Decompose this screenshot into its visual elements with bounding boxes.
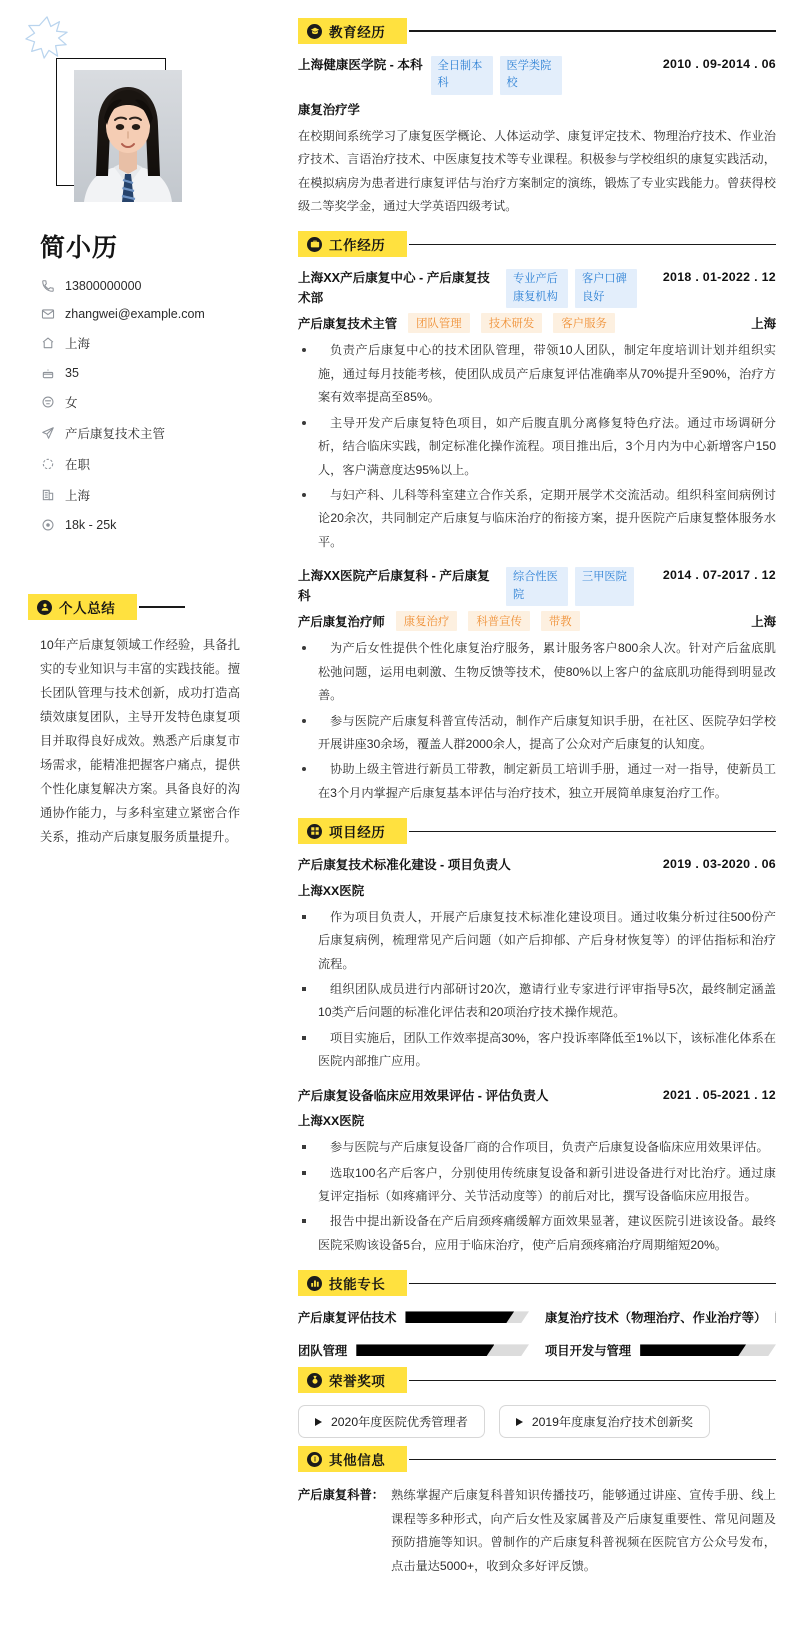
section-header-other bbox=[298, 1446, 776, 1472]
section-rule bbox=[409, 30, 776, 31]
section-rule bbox=[409, 1380, 776, 1381]
tag-group bbox=[506, 269, 637, 308]
list-item: 项目实施后，团队工作效率提高30%，客户投诉率降低至1%以下，该标准化体系在医院内部推广应用。 bbox=[298, 1027, 776, 1074]
job-location: 上海 bbox=[751, 615, 776, 630]
list-item: 负责产后康复中心的技术团队管理，带领10人团队，制定年度培训计划并组织实施，通过每月技能考核，使团队成员产后康复评估准确率从70%提升至90%，治疗方案有效率提高至85%。 bbox=[298, 339, 776, 409]
tag-group bbox=[431, 56, 562, 95]
skills-grid bbox=[298, 1308, 776, 1359]
section-work bbox=[298, 231, 776, 805]
info-icon bbox=[307, 1452, 322, 1467]
skill-item bbox=[545, 1341, 776, 1359]
skill-tag: 技术研发 bbox=[481, 313, 543, 333]
project-entry bbox=[298, 1087, 776, 1258]
page-title: 简小历 bbox=[40, 234, 119, 262]
contact-email bbox=[40, 306, 262, 321]
skill-item bbox=[545, 1308, 776, 1326]
section-chip bbox=[298, 1367, 407, 1393]
skill-tag: 带教 bbox=[541, 611, 580, 631]
job-location: 上海 bbox=[751, 317, 776, 332]
section-honors bbox=[298, 1367, 776, 1438]
contact-gender bbox=[40, 393, 262, 411]
contact-value: 在职 bbox=[65, 458, 91, 472]
grid-icon bbox=[307, 824, 322, 839]
medal-icon bbox=[307, 1373, 322, 1388]
chart-icon bbox=[307, 1276, 322, 1291]
section-education bbox=[298, 18, 776, 218]
tag: 综合性医院 bbox=[506, 567, 568, 606]
responsibility-list bbox=[298, 339, 776, 554]
contact-value: 上海 bbox=[65, 337, 91, 351]
list-item: 报告中提出新设备在产后肩颈疼痛缓解方面效果显著，建议医院引进该设备。最终医院采购该设备5台，应用于临床治疗，使产后肩颈疼痛治疗周期缩短20%。 bbox=[298, 1210, 776, 1257]
entry-header bbox=[298, 567, 776, 606]
contact-value: 13800000000 bbox=[65, 278, 142, 293]
section-header-education bbox=[298, 18, 776, 44]
skill-bar-fill bbox=[405, 1311, 514, 1323]
play-triangle-icon bbox=[516, 1418, 523, 1426]
section-title: 其他信息 bbox=[329, 1453, 386, 1469]
section-header-work bbox=[298, 231, 776, 257]
project-detail-list bbox=[298, 906, 776, 1074]
tag: 客户口碑良好 bbox=[575, 269, 637, 308]
section-header-skills bbox=[298, 1270, 776, 1296]
section-chip bbox=[298, 818, 407, 844]
skill-label: 项目开发与管理 bbox=[545, 1344, 632, 1359]
list-item: 协助上级主管进行新员工带教，制定新员工培训手册，通过一对一指导，使新员工在3个月内掌握产后康复基本评估与治疗技术，独立开展简单康复治疗工作。 bbox=[298, 758, 776, 805]
list-item: 主导开发产后康复特色项目，如产后腹直肌分离修复特色疗法。通过市场调研分析，结合临床实践，制定标准化操作流程。项目推出后，3个月内为中心新增客户150人，客户满意度达95%以上。 bbox=[298, 412, 776, 482]
list-item: 组织团队成员进行内部研讨20次，邀请行业专家进行评审指导5次，最终制定涵盖10类产后问题的标准化评估表和20项治疗技术操作规范。 bbox=[298, 978, 776, 1025]
skill-label: 产后康复评估技术 bbox=[298, 1311, 397, 1326]
skill-tag: 康复治疗 bbox=[396, 611, 458, 631]
tag: 三甲医院 bbox=[575, 567, 634, 606]
salary-icon bbox=[40, 517, 55, 532]
section-rule bbox=[409, 831, 776, 832]
briefcase-icon bbox=[307, 237, 322, 252]
date-range: 2018 . 01-2022 . 12 bbox=[662, 270, 776, 285]
entry-subheader bbox=[298, 313, 776, 333]
list-item: 作为项目负责人，开展产后康复技术标准化建设项目。通过收集分析过往500份产后康复病例，梳理常见产后问题（如产后抑郁、产后身材恢复等）的评估指标和治疗流程。 bbox=[298, 906, 776, 976]
entry-header bbox=[298, 56, 776, 95]
section-chip bbox=[298, 1270, 407, 1296]
company-name: 上海XX产后康复中心 - 产后康复技术部 bbox=[298, 271, 490, 305]
section-header-summary bbox=[28, 594, 262, 620]
skill-bar-track bbox=[775, 1311, 776, 1323]
skill-label: 康复治疗技术（物理治疗、作业治疗等） bbox=[545, 1311, 767, 1326]
entry-header bbox=[298, 856, 776, 876]
project-detail-list bbox=[298, 1136, 776, 1257]
skill-bar-fill bbox=[775, 1311, 776, 1323]
photo-block bbox=[46, 36, 226, 226]
section-chip bbox=[298, 18, 407, 44]
other-info-text: 熟练掌握产后康复科普知识传播技巧，能够通过讲座、宣传手册、线上课程等多种形式，向产后女性及家属普及产后康复重要性、常见问题及预防措施等知识。曾制作的产后康复科普视频在医院官方公众号发布，点击量达5000+，收到众多好评反馈。 bbox=[391, 1488, 776, 1573]
contact-list bbox=[40, 278, 262, 532]
contact-value: 女 bbox=[65, 396, 78, 410]
section-skills bbox=[298, 1270, 776, 1359]
responsibility-list bbox=[298, 637, 776, 805]
play-triangle-icon bbox=[315, 1418, 322, 1426]
honor-item bbox=[499, 1405, 710, 1438]
graduation-icon bbox=[307, 24, 322, 39]
skill-bar-track bbox=[356, 1344, 529, 1356]
main-content bbox=[290, 0, 794, 1586]
skill-label: 团队管理 bbox=[298, 1344, 348, 1359]
section-title: 荣誉奖项 bbox=[329, 1374, 386, 1390]
building-icon bbox=[40, 488, 55, 503]
contact-value: 产后康复技术主管 bbox=[65, 427, 166, 441]
contact-location bbox=[40, 334, 262, 352]
skill-tag: 科普宣传 bbox=[468, 611, 530, 631]
starburst-decoration bbox=[24, 14, 70, 60]
major: 康复治疗学 bbox=[298, 102, 360, 117]
project-name: 产后康复设备临床应用效果评估 - 评估负责人 bbox=[298, 1088, 549, 1103]
user-icon bbox=[37, 600, 52, 615]
job-title: 产后康复治疗师 bbox=[298, 615, 385, 630]
contact-status bbox=[40, 455, 262, 473]
work-entry bbox=[298, 567, 776, 805]
job-title: 产后康复技术主管 bbox=[298, 317, 398, 332]
contact-value: 上海 bbox=[65, 489, 91, 503]
contact-salary bbox=[40, 517, 262, 532]
section-rule bbox=[409, 244, 776, 245]
work-entry bbox=[298, 269, 776, 554]
other-info-label: 产后康复科普： bbox=[298, 1488, 385, 1503]
honor-label: 2020年度医院优秀管理者 bbox=[331, 1415, 468, 1430]
section-rule bbox=[409, 1459, 776, 1460]
entry-header bbox=[298, 1087, 776, 1107]
section-header-projects bbox=[298, 818, 776, 844]
gender-icon bbox=[40, 395, 55, 410]
contact-age bbox=[40, 365, 262, 380]
skill-tag: 客户服务 bbox=[553, 313, 615, 333]
section-chip bbox=[298, 1446, 407, 1472]
contact-workplace bbox=[40, 486, 262, 504]
list-item: 参与医院产后康复科普宣传活动，制作产后康复知识手册，在社区、医院孕妇学校开展讲座30余场，覆盖人群2000余人，提高了公众对产后康复的认知度。 bbox=[298, 710, 776, 757]
skill-bar-track bbox=[640, 1344, 776, 1356]
contact-value: 35 bbox=[65, 365, 79, 380]
skill-bar-fill bbox=[356, 1344, 494, 1356]
entry-header bbox=[298, 269, 776, 308]
paper-plane-icon bbox=[40, 426, 55, 441]
section-title: 技能专长 bbox=[329, 1277, 386, 1293]
section-title: 工作经历 bbox=[329, 238, 386, 254]
contact-value: zhangwei@example.com bbox=[65, 306, 205, 321]
section-rule bbox=[409, 1283, 776, 1284]
contact-phone bbox=[40, 278, 262, 293]
skill-item bbox=[298, 1341, 529, 1359]
date-range: 2021 . 05-2021 . 12 bbox=[662, 1087, 776, 1102]
project-org: 上海XX医院 bbox=[298, 1114, 365, 1129]
date-range: 2010 . 09-2014 . 06 bbox=[662, 57, 776, 71]
section-header-honors bbox=[298, 1367, 776, 1393]
skill-bar-fill bbox=[640, 1344, 746, 1356]
education-description: 在校期间系统学习了康复医学概论、人体运动学、康复评定技术、物理治疗技术、作业治疗技术、言语治疗技术、中医康复技术等专业课程。积极参与学校组织的康复实践活动，在模拟病房为患者进行康复评估与治疗方案制定的演练，锻炼了专业实践能力。曾获得校级二等奖学金，通过大学英语四级考试。 bbox=[298, 128, 776, 213]
cake-icon bbox=[40, 365, 55, 380]
section-title: 项目经历 bbox=[329, 825, 386, 841]
list-item: 参与医院与产后康复设备厂商的合作项目，负责产后康复设备临床应用效果评估。 bbox=[298, 1136, 776, 1159]
section-chip bbox=[28, 594, 137, 620]
section-title: 个人总结 bbox=[59, 601, 116, 616]
list-item: 与妇产科、儿科等科室建立合作关系，定期开展学术交流活动。组织科室间病例讨论20余次，共同制定产后康复与临床治疗的衔接方案，提升医院产后康复整体服务水平。 bbox=[298, 484, 776, 554]
avatar bbox=[74, 70, 182, 202]
sidebar bbox=[0, 0, 290, 850]
tag: 全日制本科 bbox=[431, 56, 493, 95]
section-rule bbox=[139, 606, 185, 607]
date-range: 2014 . 07-2017 . 12 bbox=[662, 568, 776, 583]
tag: 专业产后康复机构 bbox=[506, 269, 568, 308]
status-icon bbox=[40, 457, 55, 472]
contact-position bbox=[40, 424, 262, 442]
skill-item bbox=[298, 1308, 529, 1326]
project-name: 产后康复技术标准化建设 - 项目负责人 bbox=[298, 858, 511, 873]
summary-text: 10年产后康复领域工作经验，具备扎实的专业知识与丰富的实践技能。擅长团队管理与技术创新，成功打造高绩效康复团队，主导开发特色康复项目并取得良好成效。熟悉产后康复市场需求，能精准把握客户痛点，提供个性化康复解决方案。具备良好的沟通协作能力，与多科室建立紧密合作关系，推动产后康复服务质量提升。 bbox=[40, 638, 240, 844]
section-chip bbox=[298, 231, 407, 257]
tag: 医学类院校 bbox=[500, 56, 562, 95]
section-projects bbox=[298, 818, 776, 1257]
tag-group bbox=[506, 567, 634, 606]
skill-tag: 团队管理 bbox=[408, 313, 470, 333]
mail-icon bbox=[40, 306, 55, 321]
project-org: 上海XX医院 bbox=[298, 883, 365, 898]
phone-icon bbox=[40, 278, 55, 293]
list-item: 选取100名产后客户，分别使用传统康复设备和新引进设备进行对比治疗。通过康复评定指标（如疼痛评分、关节活动度等）的前后对比，撰写设备临床应用报告。 bbox=[298, 1162, 776, 1209]
company-name: 上海XX医院产后康复科 - 产后康复科 bbox=[298, 569, 490, 603]
entry-subheader bbox=[298, 611, 776, 631]
honor-label: 2019年度康复治疗技术创新奖 bbox=[531, 1415, 693, 1430]
contact-value: 18k - 25k bbox=[65, 517, 117, 532]
school-name: 上海健康医学院 - 本科 bbox=[298, 58, 423, 72]
project-entry bbox=[298, 856, 776, 1073]
section-other bbox=[298, 1446, 776, 1578]
home-icon bbox=[40, 336, 55, 351]
honors-list bbox=[298, 1405, 776, 1438]
section-title: 教育经历 bbox=[329, 25, 386, 40]
skill-bar-track bbox=[405, 1311, 529, 1323]
honor-item bbox=[298, 1405, 485, 1438]
date-range: 2019 . 03-2020 . 06 bbox=[662, 857, 776, 872]
list-item: 为产后女性提供个性化康复治疗服务，累计服务客户800余人次。针对产后盆底肌松弛问题，运用电刺激、生物反馈等技术，使80%以上客户的盆底肌功能得到明显改善。 bbox=[298, 637, 776, 707]
other-info-row bbox=[298, 1484, 776, 1578]
education-entry bbox=[298, 56, 776, 218]
